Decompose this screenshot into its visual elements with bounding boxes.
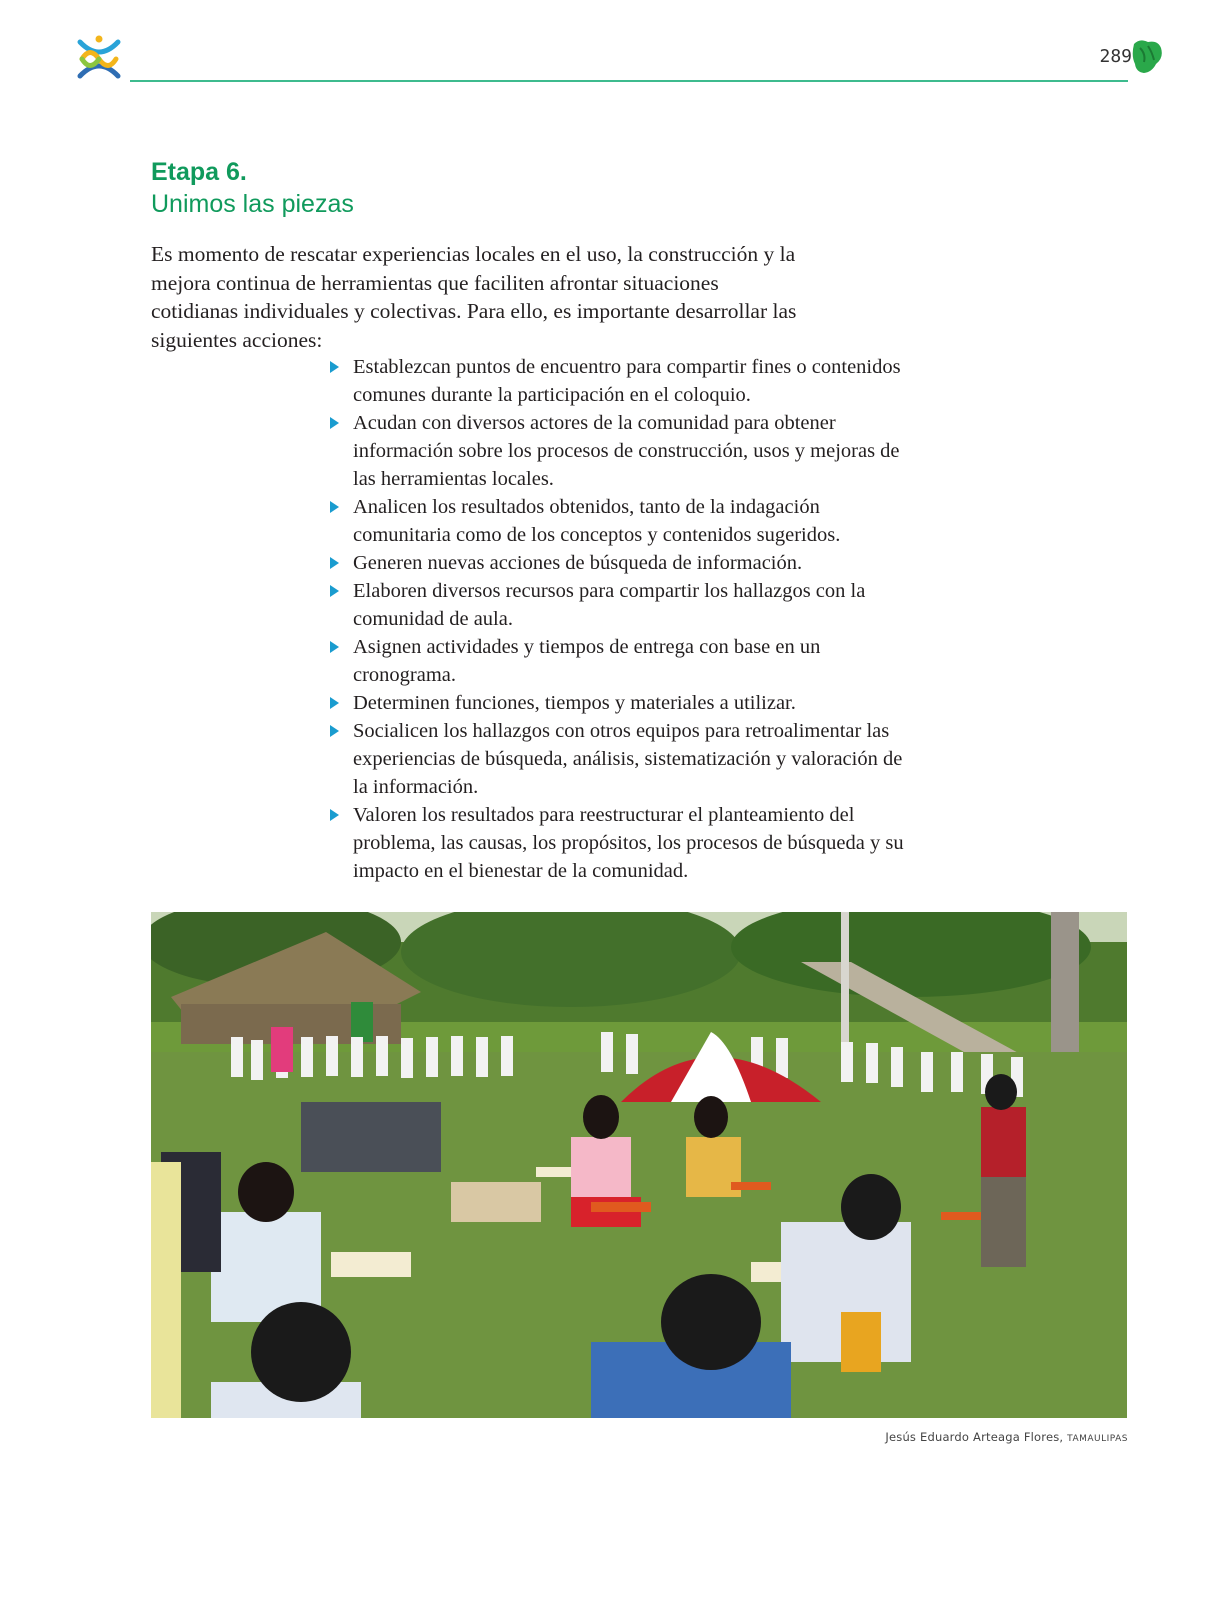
list-item-text: Acudan con diversos actores de la comunidad para obtener información sobre los procesos de construcción, usos y mejoras de las herramientas locales. — [353, 412, 900, 490]
list-item-text: Socialicen los hallazgos con otros equipos para retroalimentar las experiencias de búsqueda, análisis, sistematización y valoración de la información. — [353, 720, 903, 798]
list-item — [329, 493, 919, 549]
triangle-bullet-icon — [330, 417, 339, 429]
list-item — [329, 409, 919, 493]
header-rule — [130, 80, 1128, 82]
photo-credit-name: Jesús Eduardo Arteaga Flores, — [885, 1430, 1064, 1444]
section-heading — [151, 156, 354, 220]
photo-credit — [885, 1430, 1128, 1444]
list-item-text: Asignen actividades y tiempos de entrega con base en un cronograma. — [353, 636, 821, 686]
interlocked-people-logo-icon — [74, 34, 124, 84]
photo-credit-place: TAMAULIPAS — [1067, 1434, 1128, 1444]
list-item — [329, 689, 919, 717]
list-item-text: Establezcan puntos de encuentro para compartir fines o contenidos comunes durante la participación en el coloquio. — [353, 356, 901, 406]
intro-paragraph: Es momento de rescatar experiencias locales en el uso, la construcción y la mejora continua de herramientas que faciliten afrontar situaciones cotidianas individuales y colectivas. Para ello, es importante desarrollar las siguientes acciones: — [151, 242, 797, 352]
list-item-text: Valoren los resultados para reestructurar el planteamiento del problema, las causas, los propósitos, los procesos de búsqueda y su impacto en el bienestar de la comunidad. — [353, 804, 904, 882]
list-item-text: Analicen los resultados obtenidos, tanto de la indagación comunitaria como de los conceptos y contenidos sugeridos. — [353, 496, 841, 546]
stage-title: Unimos las piezas — [151, 190, 354, 218]
triangle-bullet-icon — [330, 361, 339, 373]
triangle-bullet-icon — [330, 501, 339, 513]
triangle-bullet-icon — [330, 809, 339, 821]
list-item — [329, 633, 919, 689]
action-list — [329, 353, 919, 885]
green-leaf-icon — [1130, 38, 1164, 76]
list-item-text: Determinen funciones, tiempos y materiales a utilizar. — [353, 692, 796, 714]
community-meeting-photo — [151, 912, 1127, 1418]
list-item — [329, 549, 919, 577]
triangle-bullet-icon — [330, 585, 339, 597]
list-item-text: Elaboren diversos recursos para compartir los hallazgos con la comunidad de aula. — [353, 580, 866, 630]
stage-label: Etapa 6. — [151, 158, 247, 186]
triangle-bullet-icon — [330, 725, 339, 737]
list-item — [329, 577, 919, 633]
triangle-bullet-icon — [330, 641, 339, 653]
triangle-bullet-icon — [330, 557, 339, 569]
list-item-text: Generen nuevas acciones de búsqueda de información. — [353, 552, 803, 574]
page-number: 289 — [1099, 46, 1132, 67]
triangle-bullet-icon — [330, 697, 339, 709]
list-item — [329, 717, 919, 801]
list-item — [329, 801, 919, 885]
list-item — [329, 353, 919, 409]
